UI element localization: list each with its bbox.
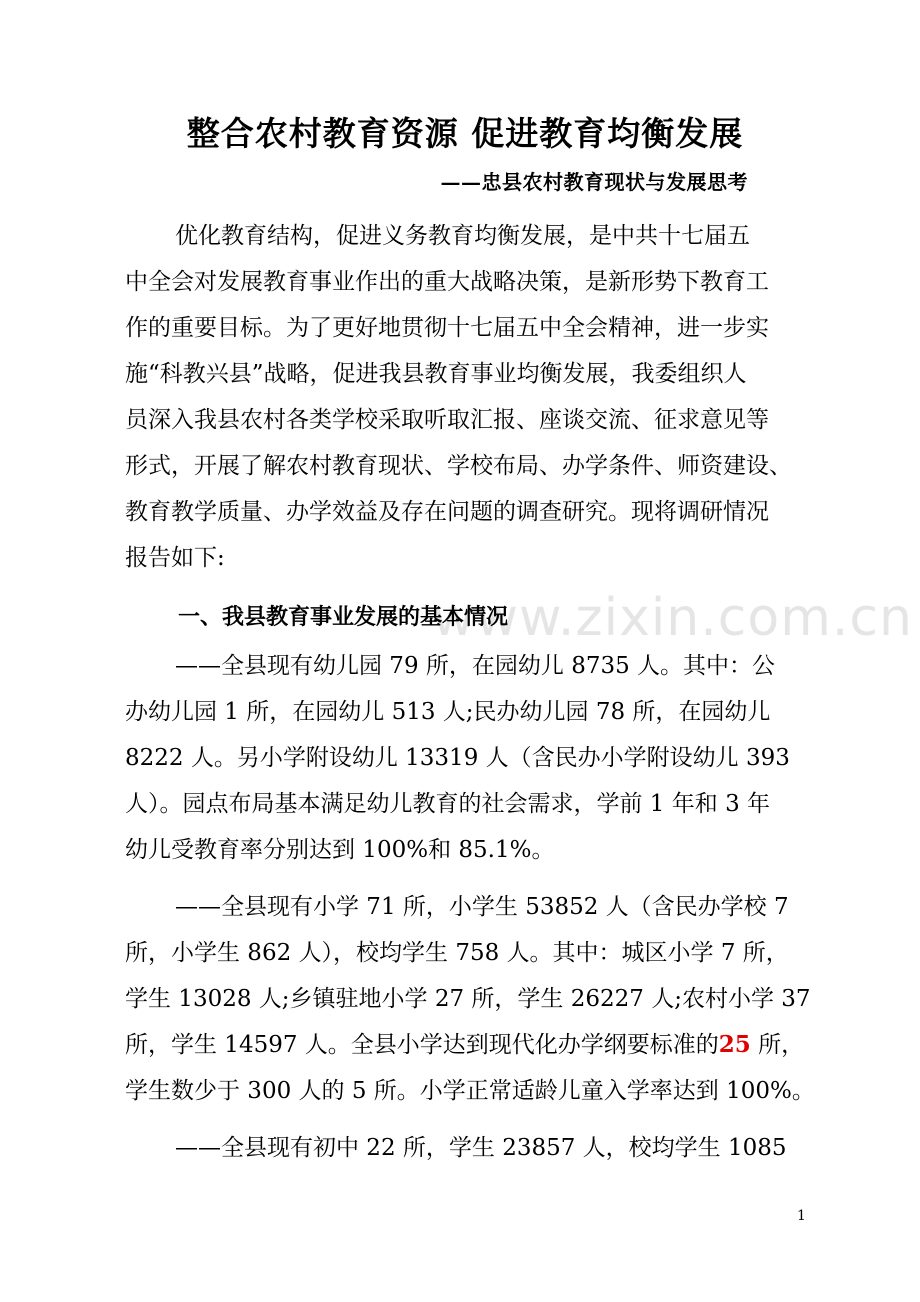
primary-line: 学生 13028 人;乡镇驻地小学 27 所，学生 26227 人;农村小学 37 [125,986,811,1012]
kindergarten-line: 8222 人。另小学附设幼儿 13319 人（含民办小学附设幼儿 393 [125,745,790,771]
kindergarten-line: ——全县现有幼儿园 79 所，在园幼儿 8735 人。其中：公 [175,653,776,679]
document-title: 整合农村教育资源 促进教育均衡发展 [186,114,744,153]
kindergarten-line: 幼儿受教育率分别达到 100%和 85.1%。 [125,837,555,863]
kindergarten-line: 办幼儿园 1 所，在园幼儿 513 人;民办幼儿园 78 所，在园幼儿 [125,699,771,725]
intro-line: 中全会对发展教育事业作出的重大战略决策，是新形势下教育工 [125,269,769,295]
watermark: www.zixin.com.cn [432,588,913,648]
primary-school-paragraph [125,884,815,1114]
page-number: 1 [797,1208,806,1224]
junior-school-paragraph [125,1125,809,1171]
section-heading: 一、我县教育事业发展的基本情况 [178,605,509,630]
document-subtitle: ——忠县农村教育现状与发展思考 [440,170,748,194]
intro-line: 作的重要目标。为了更好地贯彻十七届五中全会精神，进一步实 [125,315,769,341]
intro-line: 报告如下: [125,545,225,571]
intro-line: 施“科教兴县”战略，促进我县教育事业均衡发展，我委组织人 [125,361,747,387]
intro-line: 员深入我县农村各类学校采取听取汇报、座谈交流、征求意见等 [125,407,769,433]
primary-line [125,1022,809,1068]
primary-line-text: 所，学生 14597 人。全县小学达到现代化办学纲要标准的 [125,1032,719,1058]
primary-line: 所，小学生 862 人），校均学生 758 人。其中：城区小学 7 所， [125,940,789,966]
kindergarten-line: 人）。园点布局基本满足幼儿教育的社会需求，学前 1 年和 3 年 [125,791,771,817]
intro-paragraph [125,213,809,581]
primary-line: ——全县现有小学 71 所，小学生 53852 人（含民办学校 7 [175,894,789,920]
kindergarten-paragraph [125,643,809,873]
primary-line: 学生数少于 300 人的 5 所。小学正常适龄儿童入学率达到 100%。 [125,1078,815,1104]
intro-line: 优化教育结构，促进义务教育均衡发展，是中共十七届五 [175,223,750,249]
intro-line: 形式，开展了解农村教育现状、学校布局、办学条件、师资建设、 [125,453,792,479]
highlighted-number: 25 [718,1031,751,1058]
intro-line: 教育教学质量、办学效益及存在问题的调查研究。现将调研情况 [125,499,769,525]
primary-line-text: 所， [758,1032,805,1058]
junior-line: ——全县现有初中 22 所，学生 23857 人，校均学生 1085 [175,1135,787,1161]
